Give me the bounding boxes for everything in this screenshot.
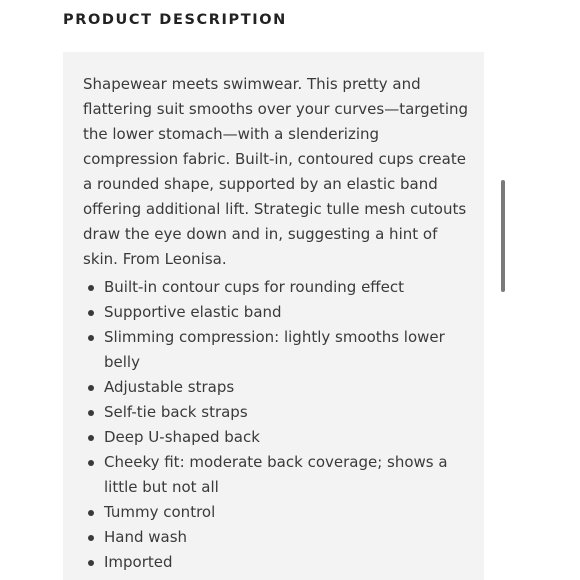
bullet-icon (88, 385, 94, 391)
bullet-icon (88, 410, 94, 416)
description-panel (63, 52, 484, 580)
scrollbar-thumb[interactable] (501, 180, 505, 292)
bullet-icon (88, 310, 94, 316)
feature-item (83, 375, 449, 400)
feature-text: Cheeky fit: moderate back coverage; shows a little but not all (104, 453, 448, 496)
feature-text: Hand wash (104, 528, 188, 546)
feature-item (83, 325, 449, 375)
feature-text: Deep U-shaped back (104, 428, 260, 446)
bullet-icon (88, 510, 94, 516)
feature-text: Tummy control (104, 503, 216, 521)
feature-text: Supportive elastic band (104, 303, 282, 321)
feature-item (83, 550, 449, 575)
bullet-icon (88, 335, 94, 341)
section-heading: PRODUCT DESCRIPTION (63, 12, 287, 28)
feature-item (83, 400, 449, 425)
product-description-text: Shapewear meets swimwear. This pretty and flattering suit smooths over your curves—targeting the lower stomach—with a slenderizing compression fabric. Built-in, contoured cups create a rounded shape, supported by an elastic band offering additional lift. Strategic tulle mesh cutouts draw the eye down and in, suggesting a hint of skin. From Leonisa. (83, 75, 469, 268)
bullet-icon (88, 285, 94, 291)
feature-text: Imported (104, 553, 173, 571)
feature-item (83, 450, 449, 500)
bullet-icon (88, 435, 94, 441)
feature-text: Adjustable straps (104, 378, 235, 396)
feature-text: Built-in contour cups for rounding effect (104, 278, 404, 296)
feature-item (83, 425, 449, 450)
bullet-icon (88, 535, 94, 541)
bullet-icon (88, 560, 94, 566)
feature-list (83, 275, 484, 575)
feature-item (83, 525, 449, 550)
feature-text: Slimming compression: lightly smooths lower belly (104, 328, 445, 371)
feature-item (83, 500, 449, 525)
feature-text: Self-tie back straps (104, 403, 248, 421)
feature-item (83, 275, 449, 300)
bullet-icon (88, 460, 94, 466)
feature-item (83, 300, 449, 325)
